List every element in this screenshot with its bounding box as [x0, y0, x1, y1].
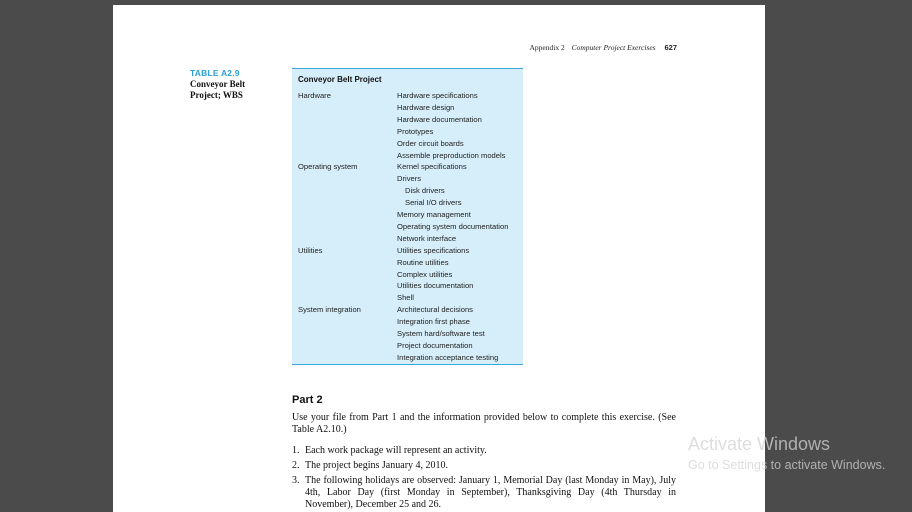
row-item: Integration first phase [397, 317, 471, 327]
row-item: Assemble preproduction models [397, 150, 506, 160]
table-label: TABLE A2.9 [190, 68, 240, 78]
watermark-subtitle: Go to Settings to activate Windows. [688, 458, 886, 472]
row-category: System integration [298, 305, 361, 315]
list-item-number: 2. [292, 460, 300, 471]
activation-watermark [688, 433, 885, 473]
row-category: Hardware [298, 91, 331, 100]
running-head-title: Computer Project Exercises [571, 43, 656, 52]
running-head [530, 43, 678, 52]
list-item [292, 460, 676, 472]
running-head-prefix: Appendix 2 [529, 43, 565, 52]
row-item: Drivers [397, 174, 422, 184]
document-page [113, 5, 765, 512]
table-row [292, 221, 523, 233]
row-item: Shell [397, 293, 414, 303]
row-category: Utilities [298, 245, 323, 255]
table-row [292, 185, 523, 197]
row-item: Kernel specifications [397, 162, 467, 172]
list-item [292, 445, 676, 457]
table-row [292, 280, 523, 292]
row-item: Prototypes [397, 126, 434, 136]
watermark-title: Activate Windows [688, 434, 831, 454]
row-item: Memory management [397, 210, 471, 219]
list-item-text: The following holidays are observed: January 1, Memorial Day (last Monday in May), July 4th, Labor Day (first Monday in September), Thanksgiving Day (4th Thursday in November), December 25 and 26. [305, 475, 676, 510]
table-heading: Conveyor Belt Project [298, 75, 382, 84]
table-row [292, 292, 523, 304]
table-row [292, 245, 523, 257]
intro-paragraph: Use your file from Part 1 and the information provided below to complete this exercise. (See Table A2.10.) [292, 412, 676, 435]
table-row [292, 304, 523, 316]
row-item: System hard/software test [397, 329, 485, 338]
table-row [292, 328, 523, 340]
table-row [292, 257, 523, 269]
page-number: 627 [664, 43, 677, 52]
row-category: Operating system [298, 162, 358, 172]
table-row [292, 316, 523, 328]
list-item [292, 475, 676, 511]
table-row [292, 352, 523, 364]
row-item: Routine utilities [397, 257, 449, 267]
wbs-table [292, 68, 523, 365]
table-row [292, 161, 523, 173]
row-item: Complex utilities [397, 269, 453, 279]
table-title: Conveyor Belt Project; WBS [190, 79, 246, 100]
row-item: Utilities documentation [397, 281, 474, 291]
table-row [292, 138, 523, 150]
section-heading: Part 2 [292, 394, 323, 406]
row-item: Hardware design [397, 102, 455, 112]
table-row [292, 126, 523, 138]
row-item: Order circuit boards [397, 138, 464, 148]
row-item: Hardware specifications [397, 91, 478, 100]
row-item: Hardware documentation [397, 114, 482, 124]
table-row [292, 233, 523, 245]
table-row [292, 269, 523, 281]
table-row [292, 173, 523, 185]
list-item-number: 1. [292, 445, 300, 456]
table-row [292, 209, 523, 221]
table-row [292, 150, 523, 162]
row-item: Utilities specifications [397, 245, 470, 255]
row-item: Network interface [397, 233, 457, 243]
list-item-text: The project begins January 4, 2010. [305, 460, 449, 471]
table-row [292, 197, 523, 209]
table-row [292, 340, 523, 352]
row-item: Integration acceptance testing [397, 352, 499, 362]
row-item: Serial I/O drivers [405, 198, 462, 208]
list-item-number: 3. [292, 475, 300, 486]
table-row [292, 102, 523, 114]
row-item: Architectural decisions [397, 305, 473, 315]
row-item: Project documentation [397, 340, 473, 350]
table-row [292, 114, 523, 126]
table-caption [190, 68, 270, 101]
row-item: Operating system documentation [397, 221, 509, 231]
row-item: Disk drivers [405, 186, 445, 196]
instruction-list [292, 445, 676, 512]
table-row [292, 90, 523, 102]
list-item-text: Each work package will represent an activity. [305, 445, 487, 456]
